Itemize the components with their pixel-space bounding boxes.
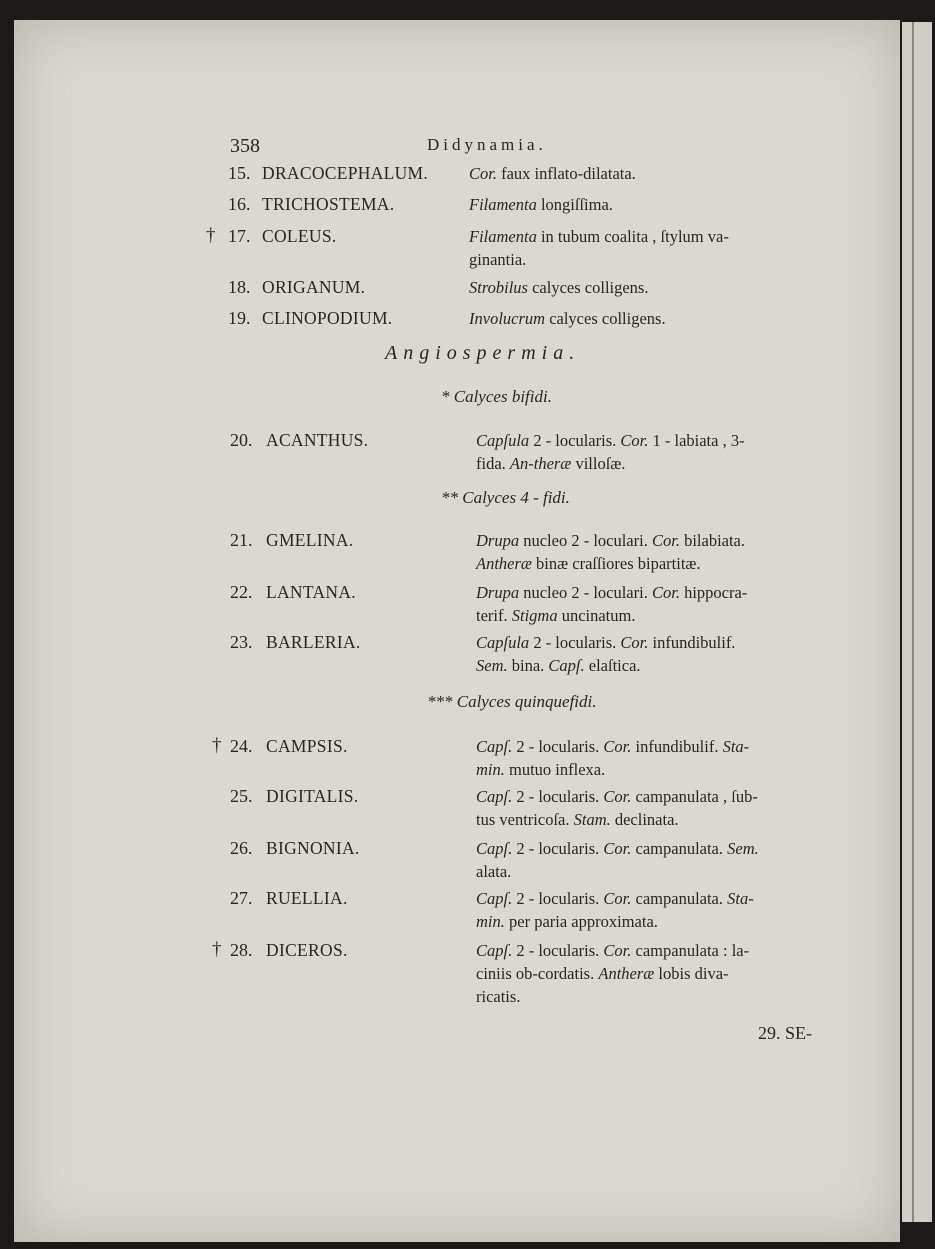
genus-description: Capſ. 2 - locularis. Cor. campanulata : la- ciniis ob-cordatis. Antheræ lobis diva- ricatis. bbox=[476, 941, 750, 1006]
subhead-1: * Calyces bifidi. bbox=[441, 387, 552, 406]
genus-description: Capſ. 2 - locularis. Cor. campanulata , ſub- tus ventricoſa. Stam. declinata. bbox=[476, 787, 758, 829]
genus-description: Capſ. 2 - locularis. Cor. campanulata. Sta- min. per paria approximata. bbox=[476, 889, 754, 931]
genus-description: Strobilus calyces colligens. bbox=[469, 278, 649, 297]
genus-description: Drupa nucleo 2 - loculari. Cor. hippocra- terif. Stigma uncinatum. bbox=[476, 583, 748, 625]
genus-name: COLEUS. bbox=[262, 226, 337, 246]
dagger-mark: † bbox=[212, 735, 222, 756]
entry-number: 22. bbox=[230, 582, 253, 602]
adjacent-page-edge bbox=[902, 22, 932, 1222]
genus-description: Capſ. 2 - locularis. Cor. campanulata. Sem. alata. bbox=[476, 839, 759, 881]
genus-description: Cor. faux inflato-dilatata. bbox=[469, 164, 636, 183]
genus-name: RUELLIA. bbox=[266, 888, 348, 908]
entry-number: 24. bbox=[230, 736, 253, 756]
entry-number: 25. bbox=[230, 786, 253, 806]
genus-description: Capſula 2 - locularis. Cor. infundibulif. Sem. bina. Capſ. elaſtica. bbox=[476, 633, 736, 675]
genus-description: Involucrum calyces colligens. bbox=[469, 309, 666, 328]
genus-name: BARLERIA. bbox=[266, 632, 361, 652]
genus-name: CAMPSIS. bbox=[266, 736, 348, 756]
subhead-2: ** Calyces 4 - fidi. bbox=[441, 488, 570, 507]
entry-number: 28. bbox=[230, 940, 253, 960]
genus-name: CLINOPODIUM. bbox=[262, 308, 393, 328]
genus-description: Filamenta in tubum coalita , ſtylum va- ginantia. bbox=[469, 227, 729, 269]
entry-number: 20. bbox=[230, 430, 253, 450]
genus-name: DIGITALIS. bbox=[266, 786, 359, 806]
entry-number: 26. bbox=[230, 838, 253, 858]
genus-description: Filamenta longiſſima. bbox=[469, 195, 613, 214]
entry-number: 15. bbox=[228, 163, 251, 183]
section-title: Angiospermia. bbox=[385, 342, 581, 364]
genus-description: Capſ. 2 - locularis. Cor. infundibulif. Sta- min. mutuo inflexa. bbox=[476, 737, 750, 779]
entry-number: 21. bbox=[230, 530, 253, 550]
genus-name: TRICHOSTEMA. bbox=[262, 194, 395, 214]
genus-name: LANTANA. bbox=[266, 582, 356, 602]
entry-number: 23. bbox=[230, 632, 253, 652]
entry-number: 19. bbox=[228, 308, 251, 328]
catchword: 29. SE- bbox=[758, 1023, 812, 1043]
entry-number: 27. bbox=[230, 888, 253, 908]
dagger-mark: † bbox=[212, 939, 222, 960]
running-title: Didynamia. bbox=[427, 135, 547, 154]
genus-name: ORIGANUM. bbox=[262, 277, 366, 297]
genus-name: DICEROS. bbox=[266, 940, 348, 960]
genus-description: Drupa nucleo 2 - loculari. Cor. bilabiata. Antheræ binæ craſſiores bipartitæ. bbox=[476, 531, 746, 573]
subhead-3: *** Calyces quinquefidi. bbox=[427, 692, 597, 711]
genus-name: BIGNONIA. bbox=[266, 838, 360, 858]
entry-number: 18. bbox=[228, 277, 251, 297]
dagger-mark: † bbox=[206, 225, 216, 246]
genus-name: GMELINA. bbox=[266, 530, 354, 550]
genus-description: Capſula 2 - locularis. Cor. 1 - labiata , 3- fida. An-theræ villoſæ. bbox=[476, 431, 745, 473]
page-number: 358 bbox=[230, 135, 260, 157]
genus-name: ACANTHUS. bbox=[266, 430, 369, 450]
entry-number: 16. bbox=[228, 194, 251, 214]
entry-number: 17. bbox=[228, 226, 251, 246]
genus-name: DRACOCEPHALUM. bbox=[262, 163, 429, 183]
